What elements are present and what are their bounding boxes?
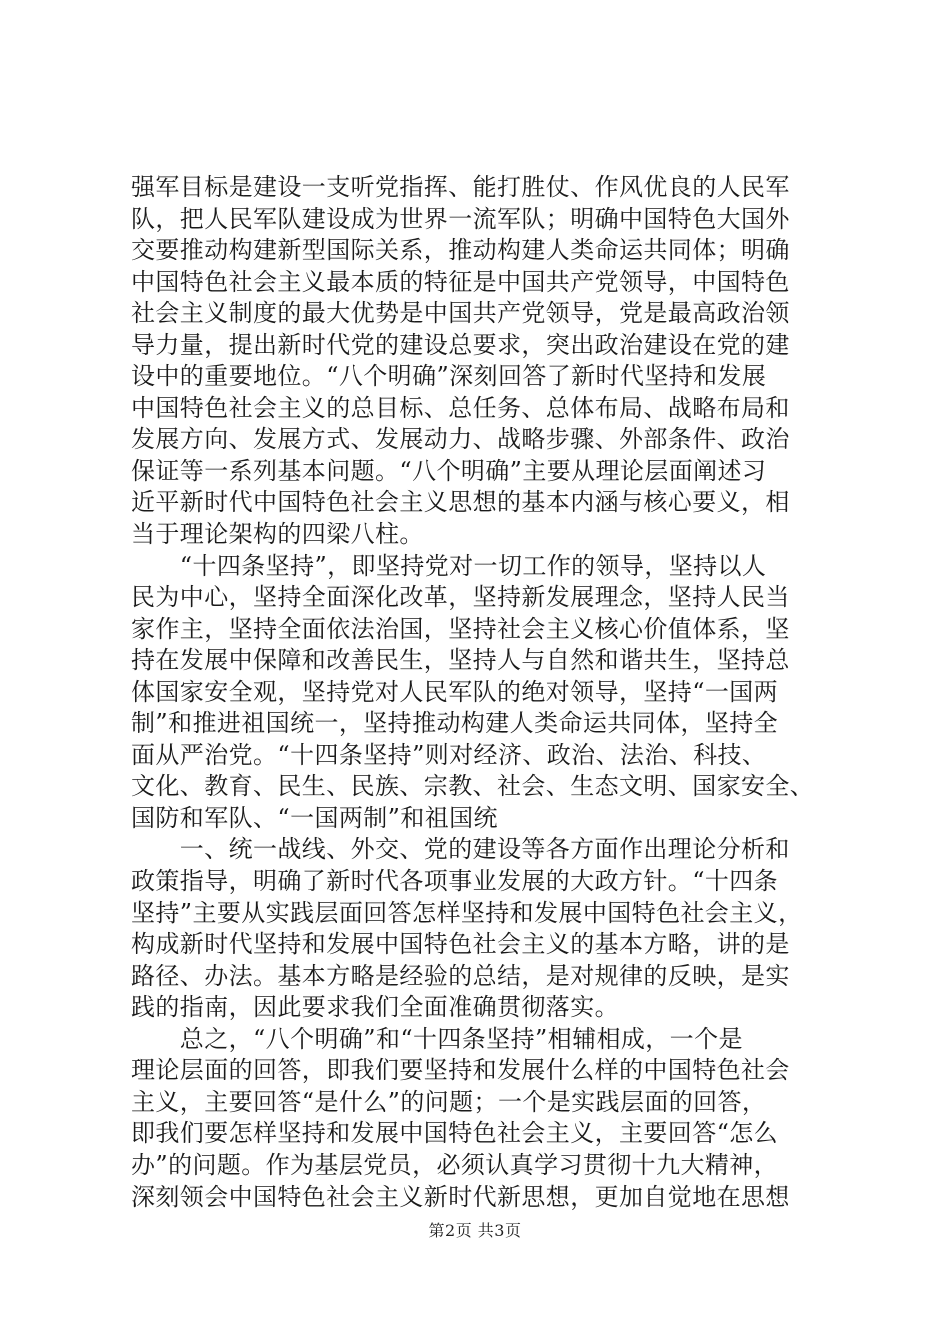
text-line: 强军目标是建设一支听党指挥、能打胜仗、作风优良的人民军 bbox=[131, 173, 790, 201]
text-line: 民为中心，坚持全面深化改革，坚持新发展理念，坚持人民当 bbox=[131, 583, 790, 612]
text-line: 中国特色社会主义最本质的特征是中国共产党领导，中国特色 bbox=[131, 267, 790, 296]
text-line: 交要推动构建新型国际关系，推动构建人类命运共同体；明确 bbox=[131, 236, 790, 265]
text-line: 发展方向、发展方式、发展动力、战略步骤、外部条件、政治 bbox=[131, 425, 790, 454]
text-line: 文化、教育、民生、民族、宗教、社会、生态文明、国家安全、 bbox=[131, 772, 815, 801]
text-line: 保证等一系列基本问题。“八个明确”主要从理论层面阐述习 bbox=[131, 456, 767, 485]
text-line: 持在发展中保障和改善民生，坚持人与自然和谐共生，坚持总 bbox=[131, 646, 790, 675]
body-text bbox=[131, 172, 831, 1213]
text-line: 构成新时代坚持和发展中国特色社会主义的基本方略，讲的是 bbox=[131, 930, 790, 959]
text-line: 中国特色社会主义的总目标、总任务、总体布局、战略布局和 bbox=[131, 393, 790, 422]
text-line: 办”的问题。作为基层党员，必须认真学习贯彻十九大精神， bbox=[131, 1150, 779, 1179]
text-line: 当于理论架构的四梁八柱。 bbox=[131, 520, 424, 549]
text-line: 政策指导，明确了新时代各项事业发展的大政方针。“十四条 bbox=[131, 867, 779, 896]
text-line: 体国家安全观，坚持党对人民军队的绝对领导，坚持“一国两 bbox=[131, 677, 779, 706]
text-line: 主义，主要回答“是什么”的问题；一个是实践层面的回答， bbox=[131, 1087, 767, 1116]
text-line: 近平新时代中国特色社会主义思想的基本内涵与核心要义，相 bbox=[131, 488, 790, 517]
text-line: “十四条坚持”，即坚持党对一切工作的领导，坚持以人 bbox=[131, 551, 767, 580]
text-line: 一、统一战线、外交、党的建设等各方面作出理论分析和 bbox=[131, 835, 790, 864]
text-line: 践的指南，因此要求我们全面准确贯彻落实。 bbox=[131, 993, 619, 1022]
text-line: 总之，“八个明确”和“十四条坚持”相辅相成，一个是 bbox=[131, 1024, 743, 1053]
page-footer: 第2页 共3页 bbox=[428, 1221, 522, 1240]
text-line: 理论层面的回答，即我们要坚持和发展什么样的中国特色社会 bbox=[131, 1056, 790, 1085]
text-line: 导力量，提出新时代党的建设总要求，突出政治建设在党的建 bbox=[131, 330, 790, 359]
text-line: 深刻领会中国特色社会主义新时代新思想，更加自觉地在思想 bbox=[131, 1182, 790, 1211]
text-line: 路径、办法。基本方略是经验的总结，是对规律的反映，是实 bbox=[131, 961, 790, 990]
text-line: 设中的重要地位。“八个明确”深刻回答了新时代坚持和发展 bbox=[131, 362, 767, 391]
text-line: 即我们要怎样坚持和发展中国特色社会主义，主要回答“怎么 bbox=[131, 1119, 779, 1148]
text-line: 队，把人民军队建设成为世界一流军队；明确中国特色大国外 bbox=[131, 204, 790, 233]
text-line: 面从严治党。“十四条坚持”则对经济、政治、法治、科技、 bbox=[131, 740, 767, 769]
text-line: 家作主，坚持全面依法治国，坚持社会主义核心价值体系，坚 bbox=[131, 614, 790, 643]
text-line: 社会主义制度的最大优势是中国共产党领导，党是最高政治领 bbox=[131, 299, 790, 328]
text-line: 国防和军队、“一国两制”和祖国统 bbox=[131, 803, 498, 832]
text-line: 坚持”主要从实践层面回答怎样坚持和发展中国特色社会主义， bbox=[131, 898, 803, 927]
text-line: 制”和推进祖国统一，坚持推动构建人类命运共同体，坚持全 bbox=[131, 709, 779, 738]
